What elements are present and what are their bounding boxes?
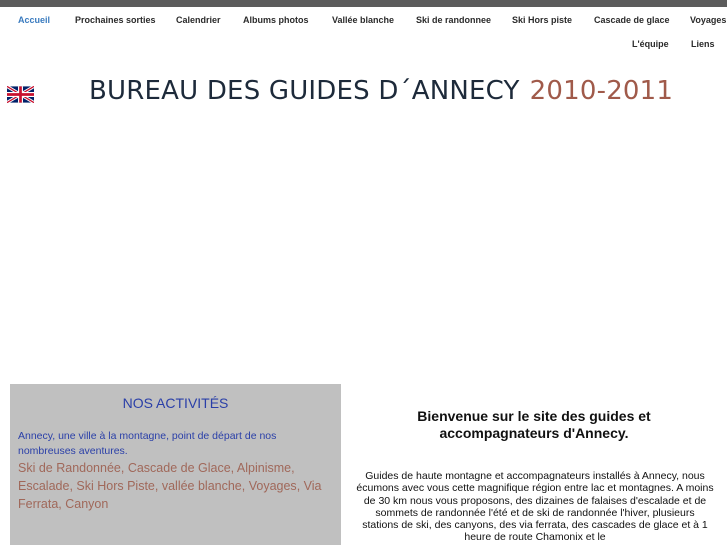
activity-link-ski-randonnee[interactable]: Ski de Randonnée xyxy=(18,461,121,475)
main-nav xyxy=(0,7,727,59)
activities-panel xyxy=(10,384,341,545)
activities-intro: Annecy, une ville à la montagne, point de départ de nos nombreuses aventures. xyxy=(18,430,277,457)
activities-list: Ski de Randonnée, Cascade de Glace, Alpinisme, Escalade, Ski Hors Piste, vallée blanche, Voyages, Via Ferrata, Canyon xyxy=(18,461,322,511)
activity-link-ski-hors-piste[interactable]: Ski Hors Piste xyxy=(76,479,155,493)
nav-item-vallee-blanche[interactable]: Vallée blanche xyxy=(332,15,395,25)
nav-item-ski-hors-piste[interactable]: Ski Hors piste xyxy=(512,15,573,25)
nav-item-equipe[interactable]: L'équipe xyxy=(632,39,669,49)
activity-link-alpinisme[interactable]: Alpinisme xyxy=(236,461,292,475)
nav-item-ski-de-randonnee[interactable]: Ski de randonnee xyxy=(416,15,492,25)
nav-item-cascade-de-glace[interactable]: Cascade de glace xyxy=(594,15,670,25)
activity-link-vallee-blanche[interactable]: vallée blanche xyxy=(161,479,242,493)
activities-title: NOS ACTIVITÉS xyxy=(122,395,229,411)
nav-item-calendrier[interactable]: Calendrier xyxy=(176,15,221,25)
activity-link-escalade[interactable]: Escalade xyxy=(18,479,70,493)
welcome-heading: Bienvenue sur le site des guides et accompagnateurs d'Annecy. xyxy=(417,408,651,441)
uk-flag-icon[interactable] xyxy=(7,86,34,103)
nav-item-prochaines-sorties[interactable]: Prochaines sorties xyxy=(75,15,156,25)
activity-link-via-ferrata[interactable]: Via Ferrata xyxy=(18,479,322,511)
site-title-main: BUREAU DES GUIDES D´ANNECY xyxy=(89,76,520,106)
activity-link-cascade-glace[interactable]: Cascade de Glace xyxy=(127,461,231,475)
site-title xyxy=(89,76,673,106)
welcome-text: Guides de haute montagne et accompagnateurs installés à Annecy, nous écumons avec vous cette magnifique région entre lac et montagnes. A moins de 30 km nous vous proposons, des dizaines de falaises d'escalade et de sommets de randonnée l'été et de ski de randonnée l'hiver, plusieurs stations de ski, des canyons, des via ferrata, des cascades de glace et à 1 heure de route Chamonix et le xyxy=(356,470,714,544)
top-bar xyxy=(0,0,727,7)
nav-item-liens[interactable]: Liens xyxy=(691,39,715,49)
nav-item-accueil[interactable]: Accueil xyxy=(18,15,51,25)
activity-link-voyages[interactable]: Voyages xyxy=(248,479,297,493)
activity-link-canyon[interactable]: Canyon xyxy=(65,497,109,511)
nav-item-voyages[interactable]: Voyages xyxy=(690,15,727,25)
nav-item-albums-photos[interactable]: Albums photos xyxy=(243,15,309,25)
site-title-years: 2010-2011 xyxy=(529,76,674,106)
